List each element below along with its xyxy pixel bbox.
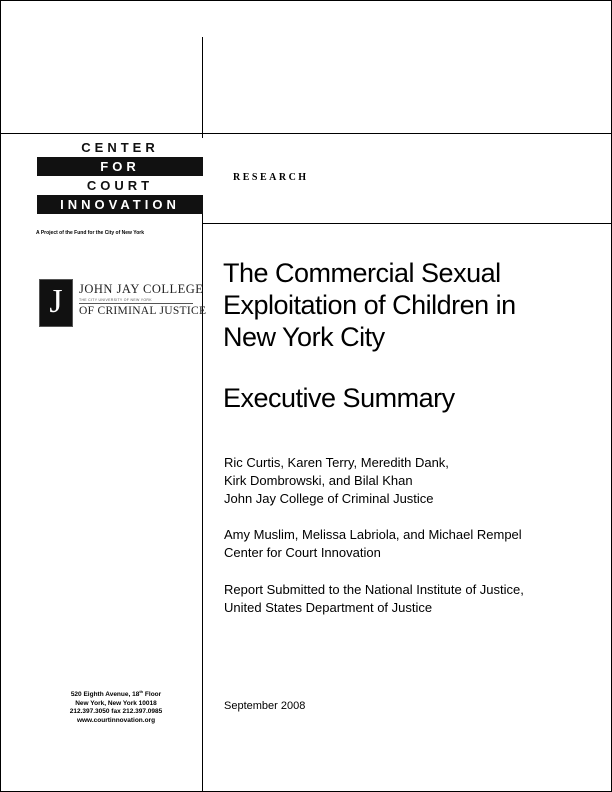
logo-row-court: COURT	[37, 176, 203, 195]
jj-logo-line1: JOHN JAY COLLEGE	[79, 282, 204, 296]
affiliation-line: Center for Court Innovation	[224, 545, 381, 560]
author-line: Kirk Dombrowski, and Bilal Khan	[224, 473, 413, 488]
authors-cci	[224, 526, 522, 562]
title-line: The Commercial Sexual	[223, 258, 501, 288]
report-submission-note	[224, 581, 524, 617]
horizontal-divider-research	[202, 223, 611, 224]
address-ordinal: th	[139, 689, 144, 694]
address-city-line: New York, New York 10018	[75, 699, 157, 707]
section-label: RESEARCH	[233, 172, 309, 183]
address-line	[41, 688, 191, 700]
address-street: 520 Eighth Avenue, 18	[70, 691, 140, 699]
title-line: New York City	[223, 322, 385, 352]
author-line: Ric Curtis, Karen Terry, Meredith Dank,	[224, 455, 449, 470]
logo-row-center: CENTER	[37, 138, 203, 157]
jj-logo-subline: THE CITY UNIVERSITY OF NEW YORK	[79, 298, 152, 302]
authors-john-jay	[224, 454, 449, 508]
cci-address-block	[41, 688, 191, 725]
cci-tagline: A Project of the Fund for the City of New York	[36, 230, 144, 236]
title-line: Exploitation of Children in	[223, 290, 516, 320]
jj-logo-letter: J	[49, 283, 63, 320]
john-jay-college-logo	[39, 279, 207, 329]
jj-logo-line2: OF CRIMINAL JUSTICE	[79, 305, 207, 317]
logo-row-innovation: INNOVATION	[37, 195, 203, 214]
report-title	[223, 257, 603, 353]
jj-logo-mark	[39, 279, 73, 327]
center-for-court-innovation-logo	[37, 138, 203, 214]
horizontal-divider-top	[1, 133, 611, 134]
note-line: United States Department of Justice	[224, 600, 433, 615]
address-website-line: www.courtinnovation.org	[76, 716, 156, 724]
logo-row-for: FOR	[37, 157, 203, 176]
jj-logo-rule	[79, 303, 193, 304]
affiliation-line: John Jay College of Criminal Justice	[224, 491, 434, 506]
author-line: Amy Muslim, Melissa Labriola, and Michael Rempel	[224, 527, 522, 542]
address-phone-line: 212.397.3050 fax 212.397.0985	[69, 708, 163, 716]
report-date: September 2008	[224, 700, 306, 712]
report-subtitle: Executive Summary	[223, 383, 455, 413]
address-floor: Floor	[143, 691, 162, 699]
note-line: Report Submitted to the National Institute of Justice,	[224, 582, 524, 597]
